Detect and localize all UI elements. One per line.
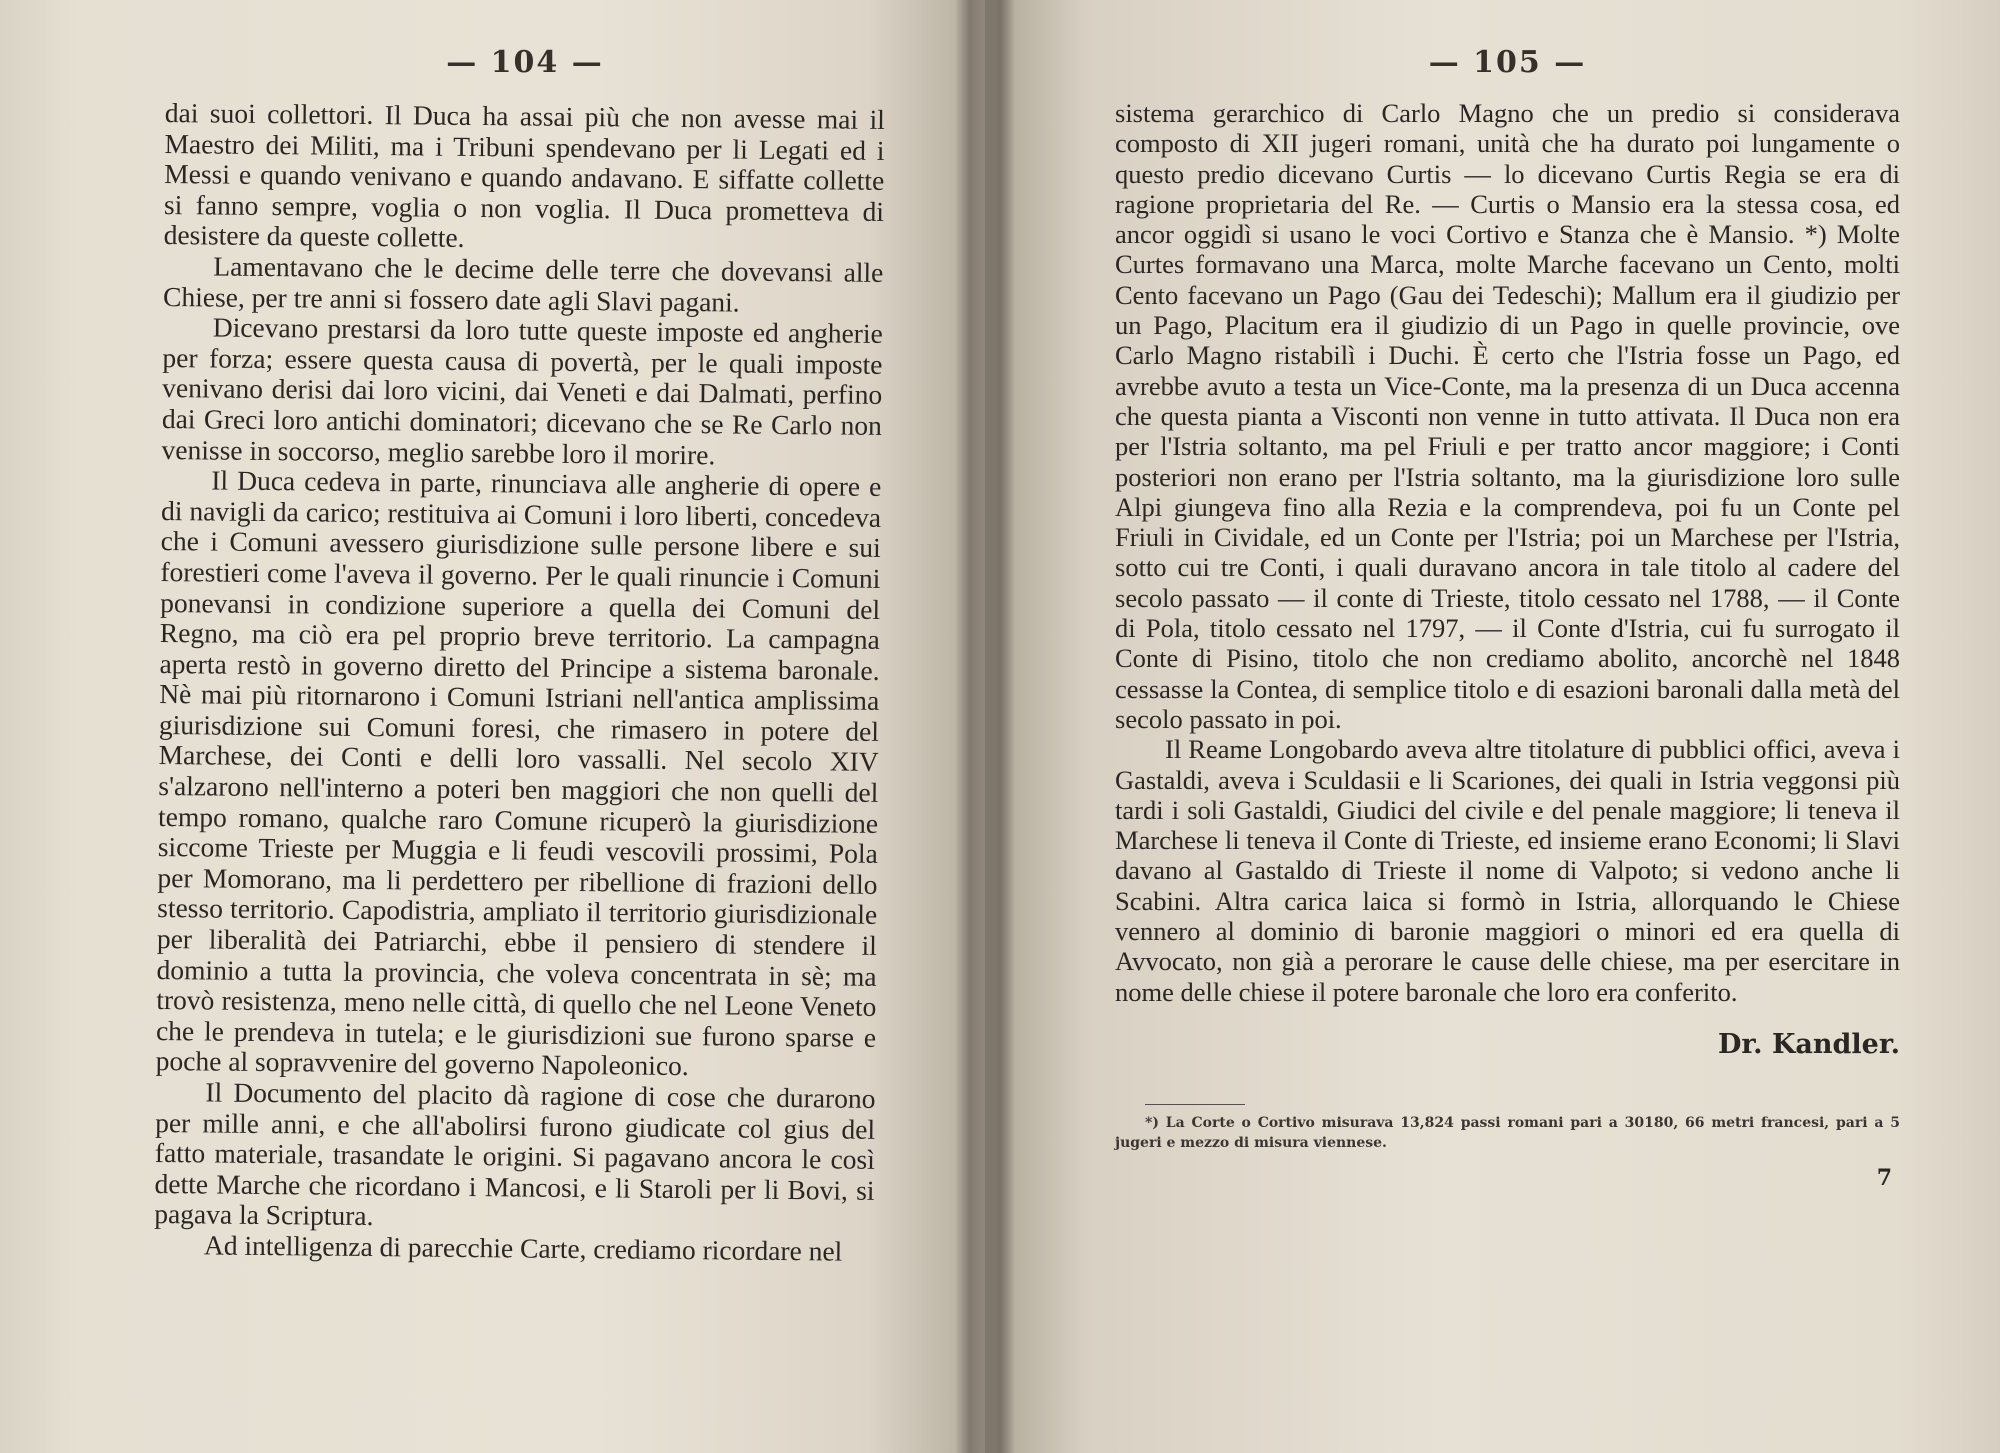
footnote: *) La Corte o Cortivo misurava 13,824 passi romani pari a 30180, 66 metri francesi, pari a 5 jugeri e mezzo di misura viennese.	[1115, 1114, 1900, 1151]
right-page-text	[1115, 98, 1900, 1007]
paragraph: sistema gerarchico di Carlo Magno che un predio si considerava composto di XII jugeri romani, unità che ha durato poi lungamente o questo predio dicevano Curtis — lo dicevano Curtis Regia se era di ragione proprietaria del Re. — Curtis o Mansio era la stessa cosa, ed ancor oggidì si usano le voci Cortivo e Stanza che è Mansio. *) Molte Curtes formavano una Marca, molte Marche facevano un Cento, molti Cento facevano un Pago (Gau dei Tedeschi); Mallum era il giudizio per un Pago, Placitum era il giudizio di un Pago in quelle provincie, ove Carlo Magno ristabilì i Duchi. È certo che l'Istria fosse un Pago, ed avrebbe avuto a testa un Vice-Conte, ma la presenza di un Duca accenna che questa pianta a Visconti non venne in tutto attivata. Il Duca non era per l'Istria soltanto, ma pel Friuli e per tratto ancor maggiore; i Conti posteriori non erano per l'Istria soltanto, ma la giurisdizione loro sulle Alpi giungeva fino alla Rezia e la comprendeva, poi fu un Conte pel Friuli in Cividale, ed un Conte per l'Istria; poi un Marchese per l'Istria, sotto cui tre Conti, i quali duravano ancora in tale titolo al cadere del secolo passato — il conte di Trieste, titolo cessato nel 1788, — il Conte di Pola, titolo cessato nel 1797, — il Conte d'Istria, cui fu surrogato il Conte di Pisino, titolo che non crediamo abolito, ancorchè nel 1848 cessasse la Contea, di semplice titolo e di esazioni baronali dalla metà del secolo passato in poi.	[1115, 98, 1900, 734]
paragraph: Il Documento del placito dà ragione di cose che durarono per mille anni, e che all'abolirsi furono giudicate col gius del fatto materiale, trasandate le origini. Si pagavano ancora le così dette Marche che ricordano i Mancosi, e li Staroli per li Bovi, si pagava la Scriptura.	[154, 1076, 876, 1232]
gutter-shadow-left	[955, 0, 985, 1453]
page-number-left: — 104 —	[446, 45, 604, 80]
footnote-divider	[1145, 1104, 1245, 1105]
gutter-shadow-right	[985, 0, 1015, 1453]
left-page	[0, 0, 985, 1453]
paragraph: Dicevano prestarsi da loro tutte queste imposte ed angherie per forza; essere questa causa di povertà, per le quali imposte venivano derisi dai loro vicini, dai Veneti e dai Dalmati, perfino dai Greci loro antichi dominatori; dicevano che se Re Carlo non venisse in soccorso, meglio sarebbe loro il morire.	[161, 311, 883, 470]
signature-mark: 7	[1876, 1164, 1892, 1191]
paragraph: Il Duca cedeva in parte, rinunciava alle angherie di opere e di navigli da carico; restituiva ai Comuni i loro liberti, concedeva che i Comuni avessero giurisdizione sulle persone libere e sui forestieri come l'aveva il governo. Per le quali rinuncie i Comuni ponevansi in condizione superiore a quella dei Comuni del Regno, ma ciò era pel proprio breve territorio. La campagna aperta restò in governo diretto del Principe a sistema baronale. Nè mai più ritornarono i Comuni Istriani nell'antica amplissima giurisdizione sui Comuni foresi, che rimasero in potere del Marchese, dei Conti e delli loro vassalli. Nel secolo XIV s'alzarono nell'interno a poteri ben maggiori che non quelli del tempo romano, qualche raro Comune ricuperò la giurisdizione siccome Trieste per Muggia e li feudi vescovili prossimi, Pola per Momorano, ma li perdettero per ribellione di frazioni dello stesso territorio. Capodistria, ampliato il territorio giurisdizionale per liberalità dei Patriarchi, ebbe il pensiero di stendere il dominio a tutta la provincia, che voleva concentrata in sè; ma trovò resistenza, meno nelle città, di quello che nel Leone Veneto che le prendeva in tutela; e le giurisdizioni sue furono sparse e poche al sopravvenire del governo Napoleonico.	[155, 464, 882, 1082]
paragraph: Ad intelligenza di parecchie Carte, crediamo ricordare nel	[203, 1229, 843, 1267]
paragraph: dai suoi collettori. Il Duca ha assai più che non avesse mai il Maestro dei Militi, ma i Tribuni spendevano per li Legati ed i Messi e quando venivano e quando andavano. E siffatte collette si fanno sempre, voglia o non voglia. Il Duca prometteva di desistere da queste collette.	[163, 97, 885, 254]
author-signature: Dr. Kandler.	[1717, 1028, 1900, 1060]
paragraph: Lamentavano che le decime delle terre che dovevansi alle Chiese, per tre anni si fossero date agli Slavi pagani.	[162, 250, 884, 318]
left-page-text	[154, 98, 885, 1267]
paragraph: Il Reame Longobardo aveva altre titolature di pubblici offici, aveva i Gastaldi, aveva i Sculdasii e li Scariones, dei quali in Istria veggonsi più tardi i soli Gastaldi, Giudici del civile e del penale maggiore; li teneva il Marchese li teneva il Conte di Trieste, ed insieme erano Economi; li Slavi davano al Gastaldo di Trieste il nome di Valpoto; si vedono anche li Scabini. Altra carica laica si formò in Istria, allorquando le Chiese vennero al dominio di baronie maggiori o minori ed era quella di Avvocato, non già a perorare le cause delle chiese, ma per esercitare in nome delle chiese il potere baronale che loro era conferito.	[1115, 734, 1900, 1007]
right-page	[985, 0, 2000, 1453]
page-number-right: — 105 —	[1428, 45, 1587, 80]
